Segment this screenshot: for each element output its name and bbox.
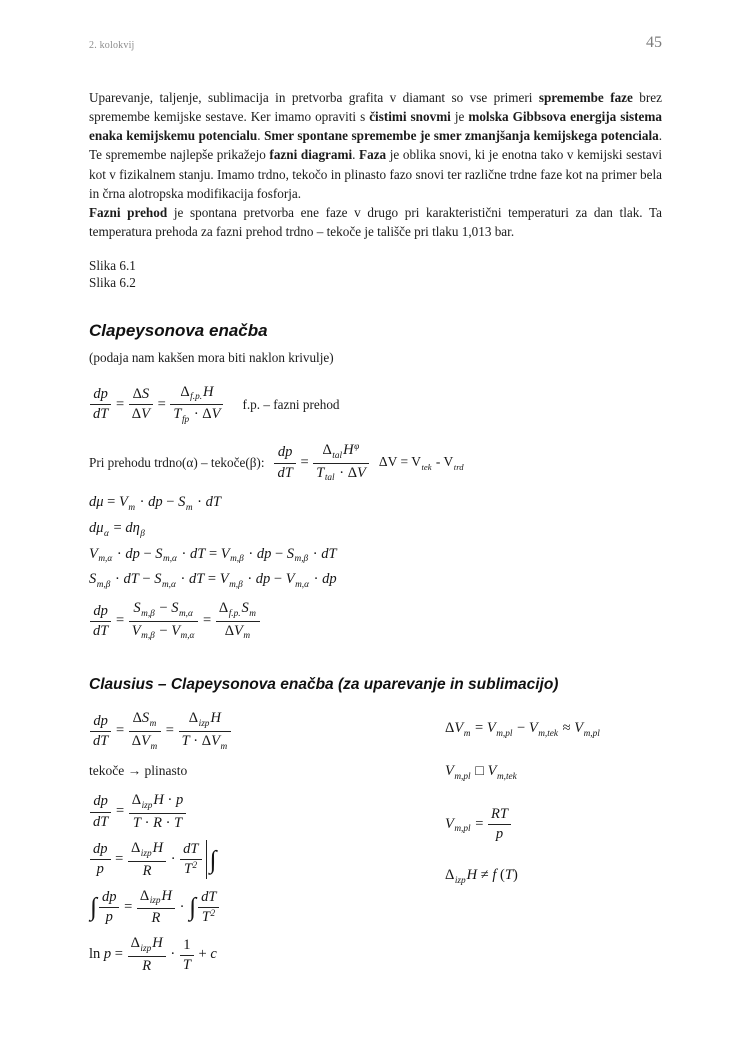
figure-references [89, 257, 662, 291]
figure-ref-2: Slika 6.2 [89, 275, 136, 291]
section-subtitle-clapeyron: (podaja nam kakšen mora biti naklon krivulje) [89, 350, 334, 366]
phase-transition-label: tekoče → plinasto [89, 762, 188, 778]
equation-melting: $\frac{dp}{dT}$ = $\frac{\Delta_{tal}H^\varphi}{T_{tal} \cdot \Delta V}$ [273, 442, 369, 484]
equation-enthalpy-not-function-of-t: $\Delta_{izp}H \ne f$ (T) [445, 866, 518, 886]
equation-cc-ln-p-result: ln p = $\frac{\Delta_{izp}H}{R}$ · $\frac{1}{T}$ + c [89, 935, 217, 975]
clausius-left-column [89, 710, 445, 983]
page-number: 45 [646, 34, 662, 51]
equation-dmu-alpha-beta: $d\mu_\alpha = d\eta_\beta$ [89, 519, 145, 539]
equation-row-clapeyron-main [89, 384, 662, 426]
equation-cc-integrated-form: ∫ $\frac{dp}{p}$ = $\frac{\Delta_{izp}H}{R}$ · ∫ $\frac{dT}{T^2}$ [89, 888, 445, 928]
page-header [89, 34, 662, 52]
equation-delta-vm-approx: $\Delta V_m = V_{m,pl} - V_{m,tek} \approx V_{m,pl}$ [445, 720, 600, 740]
equation-row-solid-liquid [89, 442, 662, 484]
header-course-label: 2. kolokvij [89, 40, 135, 51]
equation-vm-comparison: $V_{m,pl}$ □ $V_{m,tek}$ [445, 763, 517, 782]
solid-liquid-transition-label: Pri prehodu trdno(α) – tekoče(β): [89, 455, 265, 471]
equation-vm-ideal-gas: $V_{m,pl}$ = $\frac{RT}{p}$ [445, 806, 662, 843]
clausius-two-column-block [89, 710, 662, 983]
figure-ref-1: Slika 6.1 [89, 258, 136, 274]
derivation-block-clapeyron [89, 494, 662, 642]
equation-sdt-vdp-rearranged: $S_{m,\beta}$ · dT − $S_{m,\alpha}$ · dT = $V_{m,\beta}$ · dp − $V_{m,\alpha}$ · dp [89, 571, 337, 591]
equation-cc-ideal-gas: $\frac{dp}{dT}$ = $\frac{\Delta_{izp}H \cdot p}{T \cdot R \cdot T}$ [89, 792, 445, 832]
equation-note-fazni-prehod: f.p. – fazni prehod [242, 396, 340, 412]
equation-vdp-sdt-equality: $V_{m,\alpha}$ · dp − $S_{m,\alpha}$ · dT = $V_{m,\beta}$ · dp − $S_{m,\beta}$ · dT [89, 545, 337, 565]
equation-cc-main: $\frac{dp}{dT}$ = $\frac{\Delta S_m}{\Delta V_m}$ = $\frac{\Delta_{izp}H}{T \cdot \Delta V_m}$ [89, 710, 445, 752]
intro-paragraph-1: Uparevanje, taljenje, sublimacija in pretvorba grafita v diamant so vse primeri spremembe faze brez spremembe kemijske sestave. Ker imamo opraviti s čistimi snovmi je molska Gibbsova energija sistema enaka kemijskemu potencialu. Smer spontane spremembe je smer zmanjšanja kemijskega potenciala. Te spremembe najlepše prikažejo fazni diagrami. Faza je oblika snovi, ki je enotna tako v kemijski sestavi kot v fizikalnem stanju. Imamo trdno, tekočo in plinasto fazo snovi ter različne trdne faze kot na primer bela in črna alotropska modifikacija fosforja. [89, 90, 662, 201]
equation-delta-v-note: $\Delta V = V_{tek} - V_{trd}$ [378, 454, 464, 472]
section-title-clapeyron: Clapeysonova enačba [89, 321, 268, 341]
intro-paragraph-2: Fazni prehod je spontana pretvorba ene faze v drugo pri karakteristični temperaturi za dan tlak. Ta temperatura prehoda za fazni prehod trdno – tekoče je tališče pri tlaku 1,013 bar. [89, 204, 662, 239]
section-title-clausius: Clausius – Clapeysonova enačba (za uparevanje in sublimacijo) [89, 676, 559, 694]
equation-slope-result: $\frac{dp}{dT}$ = $\frac{S_{m,\beta} - S_{m,\alpha}}{V_{m,\beta} - V_{m,\alpha}}$ = $\frac{\Delta_{f.p.}S_m}{\Delta V_m}$ [89, 600, 662, 642]
clausius-right-column [445, 710, 662, 909]
equation-dmu: $d\mu = V_m$ · dp − $S_m$ · dT [89, 494, 221, 513]
equation-cc-separated: $\frac{dp}{p}$ = $\frac{\Delta_{izp}H}{R}$ · $\frac{dT}{T^2}$ ∫ [89, 840, 445, 880]
equation-clapeyron-main: $\frac{dp}{dT}$ = $\frac{\Delta S}{\Delta V}$ = $\frac{\Delta_{f.p.}H}{T_{fp} \cdot \Delta V}$ [89, 384, 224, 426]
